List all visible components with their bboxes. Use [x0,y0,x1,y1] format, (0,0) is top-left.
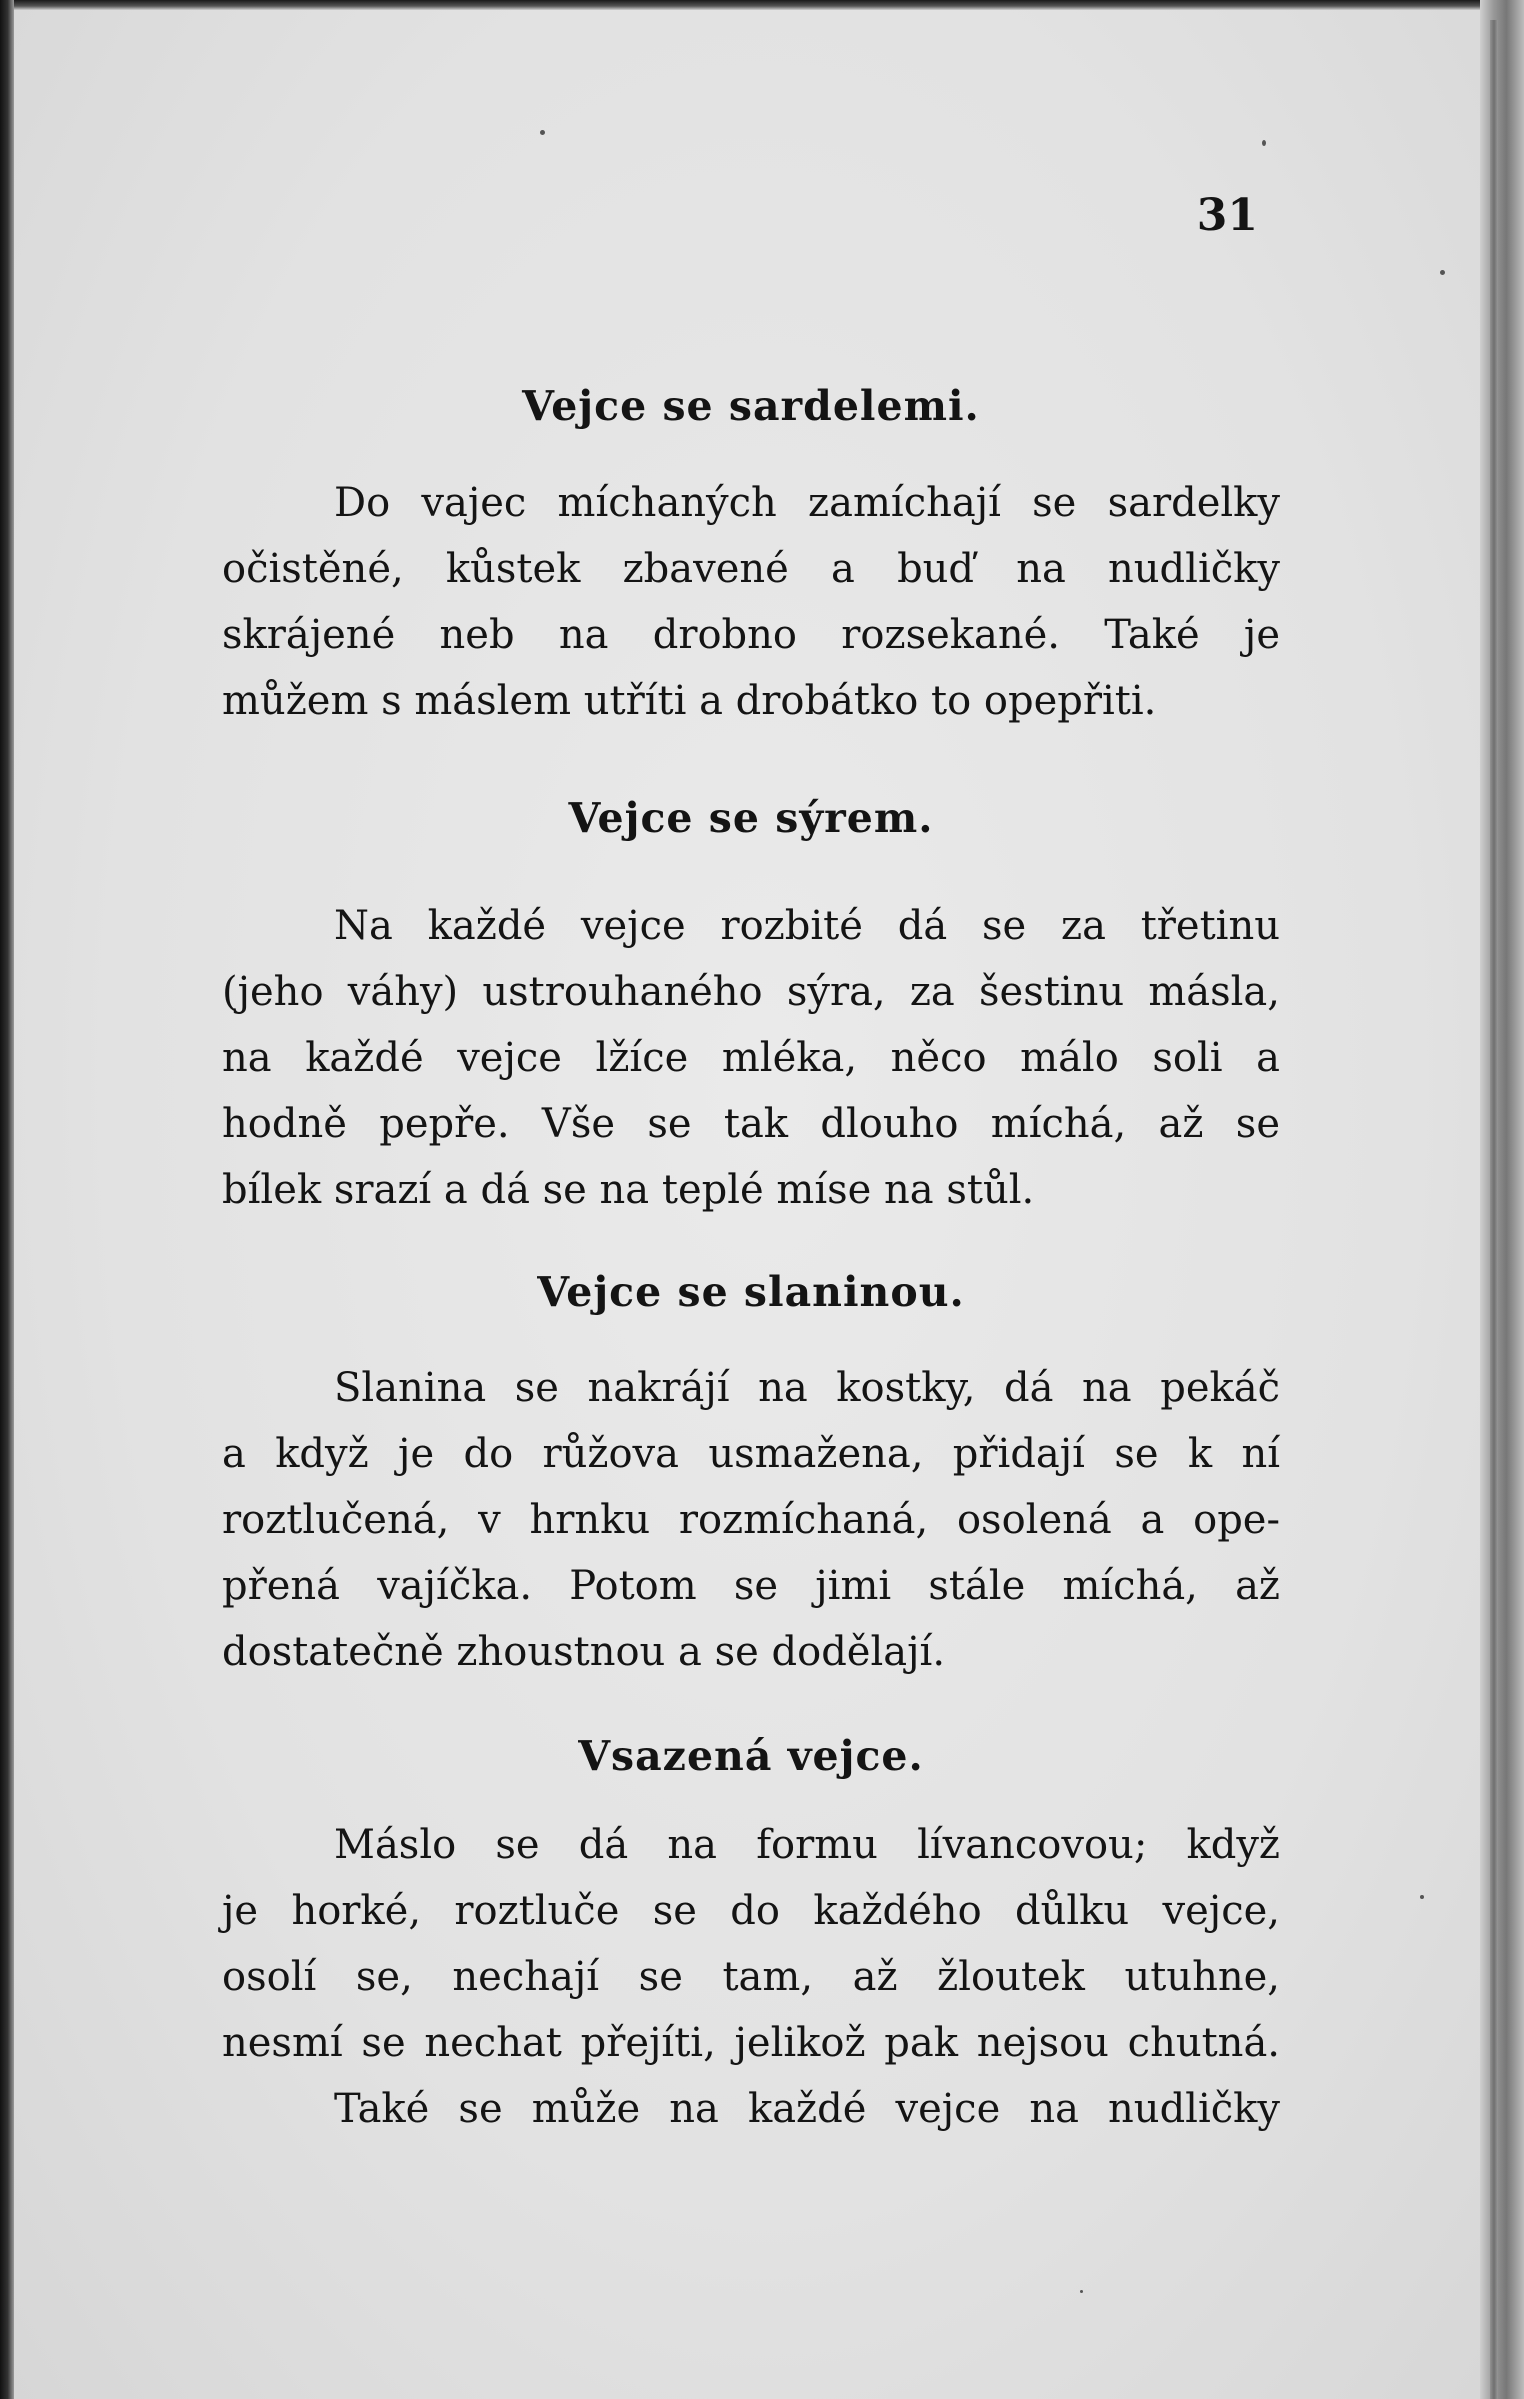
section-paragraph [222,1812,1280,2142]
paper-speck [1440,270,1445,275]
text-line: dostatečně zhoustnou a se dodělají. [222,1629,946,1675]
text-line: Na každé vejce rozbité dá se za třetinu [334,903,1280,949]
section-heading: Vejce se sýrem. [568,794,934,842]
text-line: přená vajíčka. Potom se jimi stále míchá, až [222,1563,1280,1609]
text-line: skrájené neb na drobno rozsekané. Také je [222,612,1280,658]
text-line: Máslo se dá na formu lívancovou; když [334,1822,1280,1868]
text-line: je horké, roztluče se do každého důlku vejce, [222,1888,1280,1934]
text-line: Slanina se nakrájí na kostky, dá na pekáč [334,1365,1280,1411]
text-line: nesmí se nechat přejíti, jelikož pak nejsou chutná. [222,2020,1280,2066]
scan-edge-right-shadow [1490,20,1498,2399]
text-line: očistěné, kůstek zbavené a buď na nudličky [222,546,1280,592]
section-heading: Vejce se slaninou. [537,1268,965,1316]
text-line: (jeho váhy) ustrouhaného sýra, za šestinu másla, [222,969,1280,1015]
text-line: Také se může na každé vejce na nudličky [334,2086,1280,2132]
text-line: můžem s máslem utříti a drobátko to opepřiti. [222,678,1157,724]
scan-edge-left [0,0,14,2399]
text-line: hodně pepře. Vše se tak dlouho míchá, až se [222,1101,1280,1147]
paper-speck [1420,1895,1424,1899]
text-line: osolí se, nechají se tam, až žloutek utuhne, [222,1954,1280,2000]
text-line: na každé vejce lžíce mléka, něco málo soli a [222,1035,1280,1081]
text-line: roztlučená, v hrnku rozmíchaná, osolená a ope- [222,1497,1280,1543]
scan-edge-right [1480,0,1524,2399]
section-paragraph [222,893,1280,1223]
page-number: 31 [1196,190,1258,241]
text-line: Do vajec míchaných zamíchají se sardelky [334,480,1280,526]
text-block [222,0,1280,2399]
section-paragraph [222,470,1280,734]
section-heading: Vejce se sardelemi. [522,382,980,430]
text-line: a když je do růžova usmažena, přidají se k ní [222,1431,1280,1477]
section-heading: Vsazená vejce. [578,1732,924,1780]
text-line: bílek srazí a dá se na teplé míse na stůl. [222,1167,1035,1213]
section-paragraph [222,1355,1280,1685]
